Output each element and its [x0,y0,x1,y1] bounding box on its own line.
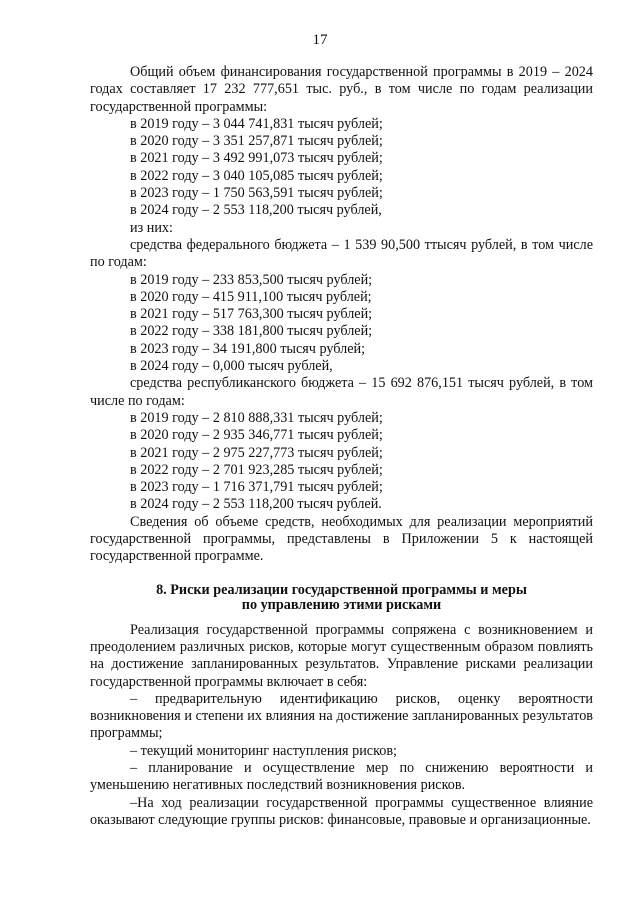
republic-year-2019: в 2019 году – 2 810 888,331 тысяч рублей; [130,409,383,426]
of-which-label: из них: [130,219,173,236]
total-year-2019: в 2019 году – 3 044 741,831 тысяч рублей; [130,115,383,132]
republic-budget-paragraph: средства республиканского бюджета – 15 692 876,151 тысяч рублей, в том числе по годам: [90,375,593,409]
total-year-2020: в 2020 году – 3 351 257,871 тысяч рублей; [130,133,383,150]
total-year-2022: в 2022 году – 3 040 105,085 тысяч рублей; [130,167,383,184]
federal-year-2020: в 2020 году – 415 911,100 тысяч рублей; [130,288,372,305]
federal-year-2021: в 2021 году – 517 763,300 тысяч рублей; [130,306,373,323]
federal-year-2023: в 2023 году – 34 191,800 тысяч рублей; [130,340,366,357]
risk-measure-mitigation: – планирование и осуществление мер по снижению вероятности и уменьшению негативных последствий возникновения рисков. [90,759,593,794]
risks-intro-paragraph: Реализация государственной программы сопряжена с возникновением и преодолением различных рисков, которые могут существенным образом повлиять на достижение запланированных результатов. Управление рисками реализации государственной программы включает в себя: [90,621,593,690]
republic-year-2021: в 2021 году – 2 975 227,773 тысяч рублей; [130,444,383,461]
republic-year-2022: в 2022 году – 2 701 923,285 тысяч рублей; [130,461,383,478]
risk-measure-monitoring: – текущий мониторинг наступления рисков; [130,742,397,759]
total-year-2023: в 2023 году – 1 750 563,591 тысяч рублей; [130,185,383,202]
document-body [90,64,593,829]
section-8-heading-line-2: по управлению этими рисками [241,596,442,613]
risk-measure-identification: – предварительную идентификацию рисков, оценку вероятности возникновения и степени их влияния на достижение запланированных результатов программы; [90,690,593,742]
page-number: 17 [312,32,328,48]
federal-year-2024: в 2024 году – 0,000 тысяч рублей, [130,358,333,375]
section-8-heading [90,583,593,613]
risk-groups-paragraph: –На ход реализации государственной программы существенное влияние оказывают следующие группы рисков: финансовые, правовые и организационные. [90,794,593,828]
section-8-heading-line-1: 8. Риски реализации государственной программы и меры [156,581,527,598]
federal-year-2019: в 2019 году – 233 853,500 тысяч рублей; [130,271,373,288]
republic-year-2024: в 2024 году – 2 553 118,200 тысяч рублей. [130,496,382,513]
federal-budget-paragraph: средства федерального бюджета – 1 539 90,500 ттысяч рублей, в том числе по годам: [90,236,593,271]
total-year-2021: в 2021 году – 3 492 991,073 тысяч рублей; [130,150,383,167]
republic-year-2023: в 2023 году – 1 716 371,791 тысяч рублей; [130,479,383,496]
federal-year-2022: в 2022 году – 338 181,800 тысяч рублей; [130,323,373,340]
appendix-paragraph: Сведения об объеме средств, необходимых для реализации мероприятий государственной программы, представлены в Приложении 5 к настоящей государственной программе. [90,513,593,565]
total-year-2024: в 2024 году – 2 553 118,200 тысяч рублей, [130,202,382,219]
republic-year-2020: в 2020 году – 2 935 346,771 тысяч рублей; [130,427,383,444]
total-financing-paragraph: Общий объем финансирования государственной программы в 2019 – 2024 годах составляет 17 232 777,651 тыс. руб., в том числе по годам реализации государственной программы: [90,64,593,115]
